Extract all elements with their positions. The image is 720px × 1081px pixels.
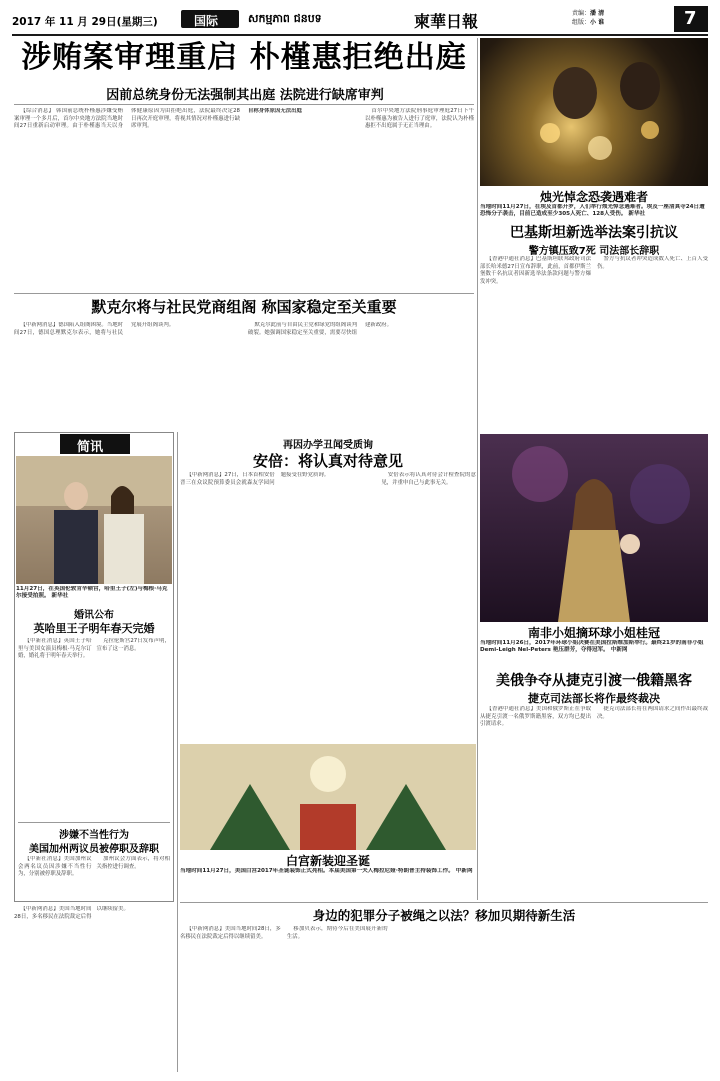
miss-universe-caption — [480, 640, 708, 664]
lead-headline: 涉贿案审理重启 朴槿惠拒绝出庭 — [21, 40, 467, 75]
pakistan-paragraph-2: 警方与抗议者冲突造成数人死亡、上百人受伤。 — [597, 256, 708, 270]
royal-couple-photo — [16, 456, 172, 584]
merkel-paragraph-1: 【中新网消息】德国陷入组阁困境。当地时间27日，德国总理默克尔表示，她将与社民党展开组阁谈判。 — [14, 322, 175, 336]
white-house-caption-text: 当地时间11月27日，美国白宫2017年圣诞装饰正式亮相。本届美国第一夫人梅拉尼娅·特朗普主持装饰工作。 — [180, 868, 454, 874]
candle-vigil-photo — [480, 38, 708, 186]
merkel-paragraph-2: 默克尔此前与自由民主党和绿党的组阁谈判破裂。她强调国家稳定至关重要，需要尽快组建新政府。 — [248, 322, 392, 336]
wedding-headline-1: 婚讯公布 — [74, 610, 114, 621]
section-tab — [181, 10, 239, 28]
candle-photo-caption — [480, 204, 708, 220]
editor-name: 潘 清 — [590, 10, 605, 17]
pakistan-paragraph-1: 【香港中通社消息】巴基斯坦联邦政府司法部长哈米德27日宣布辞职，此前，首都伊斯兰堡数千名抗议者因新选举法条款问题与警方爆发冲突。 — [480, 256, 591, 285]
wedding-paragraph-1: 【中新社消息】英国王子哈里与美国女演员梅根·马克尔订婚，婚礼将于明年春天举行。 — [18, 638, 92, 660]
wedding-paragraph-2: 克拉伦斯宫27日发布声明，宣布了这一消息。 — [96, 638, 170, 652]
divider-left-main — [477, 38, 478, 900]
japan-body — [180, 472, 476, 740]
miss-universe-caption-credit: 中新网 — [610, 647, 628, 654]
masthead-rule — [12, 34, 708, 36]
royal-caption-credit: 新华社 — [51, 593, 69, 600]
lead-paragraph-1: 【综合消息】 韩国前总统朴槿惠涉嫌受贿案审理一个多月后，首尔中央地方法院当地时间27日重新启动审理。由于朴槿惠当天以身体健康原因为由拒绝出庭，法院最终决定28日再次开庭审理，将视其情况对朴槿惠进行缺席审判。 — [14, 108, 240, 130]
section-label: 国际 — [194, 14, 219, 28]
proof-label: 组版： — [572, 19, 591, 26]
white-house-image — [180, 744, 476, 850]
miss-universe-title: 南非小姐摘环球小姐桂冠 — [527, 626, 660, 640]
merkel-headline: 默克尔将与社民党商组阁 称国家稳定至关重要 — [91, 298, 397, 316]
extradition-body — [480, 706, 708, 902]
briefs-label: 简讯 — [77, 440, 104, 455]
white-house-caption-credit: 中新网 — [455, 868, 473, 874]
royal-photo-caption — [16, 586, 172, 602]
merkel-body — [14, 322, 474, 428]
lead-paragraph-2: 自称身体原因无法出庭 — [248, 108, 302, 114]
lead-subhead: 因前总统身份无法强制其出庭 法院进行缺席审判 — [106, 88, 384, 103]
white-house-photo — [180, 744, 476, 850]
ca-body — [18, 856, 170, 900]
ca-headline-2: 美国加州两议员被停职及辞职 — [29, 844, 159, 855]
masthead-khmer: សកម្មភាព ជនបទ — [248, 12, 322, 25]
bottom-main-body — [180, 926, 708, 1074]
editor-info — [572, 9, 672, 27]
japan-paragraph-2: 安倍表示将认真对待会计检查院的意见，并重申自己与此事无关。 — [381, 472, 476, 486]
japan-kicker: 再因办学丑闻受质询 — [283, 440, 373, 451]
candle-caption-text: 当地时间11月27日，在埃及首都开罗，人们举行烛光悼念遇难者。埃及一座清真寺24日遭恐怖分子袭击，目前已造成至少305人死亡、128人受伤。 — [480, 204, 705, 218]
wedding-body — [18, 638, 170, 818]
briefs-label-box — [60, 434, 130, 454]
masthead — [12, 6, 708, 32]
japan-paragraph-1: 【中新网消息】27日，日本首相安倍晋三在众议院预算委员会就森友学园问题接受在野党质询。 — [180, 472, 330, 486]
lead-paragraph-3: 首尔中央地方法院刑事庭审理庭27日下午以朴槿惠为被告人进行了庭审，法院认为朴槿惠拒不出庭属于无正当理由。 — [365, 108, 474, 130]
editor-label: 责编： — [572, 10, 591, 17]
extradition-paragraph-1: 【香港中通社消息】美国和俄罗斯正在争取从捷克引渡一名俄罗斯籍黑客，双方均已提出引渡请求。 — [480, 706, 591, 728]
bottom-left-paragraph-1: 【中新网消息】美国当地时间28日，多名移民在法院裁定后得以继续留美。 — [14, 906, 129, 920]
page-number: 7 — [684, 8, 697, 29]
lead-sub-rule — [14, 104, 474, 105]
extradition-subhead: 捷克司法部长将作最终裁决 — [528, 692, 660, 705]
bottom-paragraph-2: 移加贝表示，期待今后在美国展开新的生活。 — [286, 926, 388, 940]
candle-vigil-image — [480, 38, 708, 186]
page-number-box — [674, 6, 708, 32]
pakistan-body — [480, 256, 708, 430]
white-house-title: 白宫新装迎圣诞 — [285, 854, 370, 868]
wedding-headline-2: 英哈里王子明年春天完婚 — [33, 622, 155, 635]
ca-paragraph-2: 加州议会方面表示，将对相关指控进行调查。 — [96, 856, 170, 870]
candle-caption-credit: 新华社 — [628, 211, 646, 218]
bottom-body — [14, 906, 174, 1072]
masthead-title: 柬華日報 — [414, 12, 479, 31]
briefs-divider — [18, 822, 170, 823]
royal-caption-text: 11月27日，在英国伦敦肯辛顿宫，哈里王子(左)与梅根·马克尔接受拍照。 — [16, 586, 168, 600]
royal-couple-image — [16, 456, 172, 584]
extradition-paragraph-2: 捷克司法部长将在两国请求之间作出最终裁决。 — [597, 706, 708, 720]
pakistan-headline: 巴基斯坦新选举法案引抗议 — [510, 225, 678, 241]
miss-universe-image — [480, 434, 708, 622]
ca-headline-1: 涉嫌不当性行为 — [59, 830, 129, 841]
miss-universe-photo — [480, 434, 708, 622]
japan-headline: 安倍：将认真对待意见 — [252, 452, 403, 470]
candle-photo-title: 烛光悼念恐袭遇难者 — [539, 190, 648, 204]
miss-universe-caption-text: 当地时间11月26日，2017年环球小姐决赛在美国拉斯维加斯举行。最终21岁的南非小姐 Demi-Leigh Nel-Peters 艳压群芳，夺得冠军。 — [480, 640, 704, 654]
bottom-top-rule — [180, 902, 708, 903]
merkel-top-rule — [14, 293, 474, 294]
proof-name: 小 谁 — [590, 19, 605, 26]
lead-body — [14, 108, 474, 290]
ca-paragraph-1: 【中新社消息】美国加州议会两名议员因涉嫌不当性行为，分别被停职及辞职。 — [18, 856, 92, 878]
extradition-headline: 美俄争夺从捷克引渡一俄籍黑客 — [496, 673, 692, 689]
issue-date: 2017 年 11 月 29日(星期三) — [12, 16, 158, 28]
bottom-paragraph-1: 【中新网消息】美国当地时间28日，多名移民在法院裁定后得以继续留美。 — [180, 926, 281, 940]
bottom-headline: 身边的犯罪分子被绳之以法？移加贝期待新生活 — [312, 908, 576, 923]
white-house-caption — [180, 868, 476, 892]
divider-briefs — [177, 432, 178, 1072]
pakistan-subhead: 警方镇压致7死 司法部长辞职 — [528, 246, 660, 257]
